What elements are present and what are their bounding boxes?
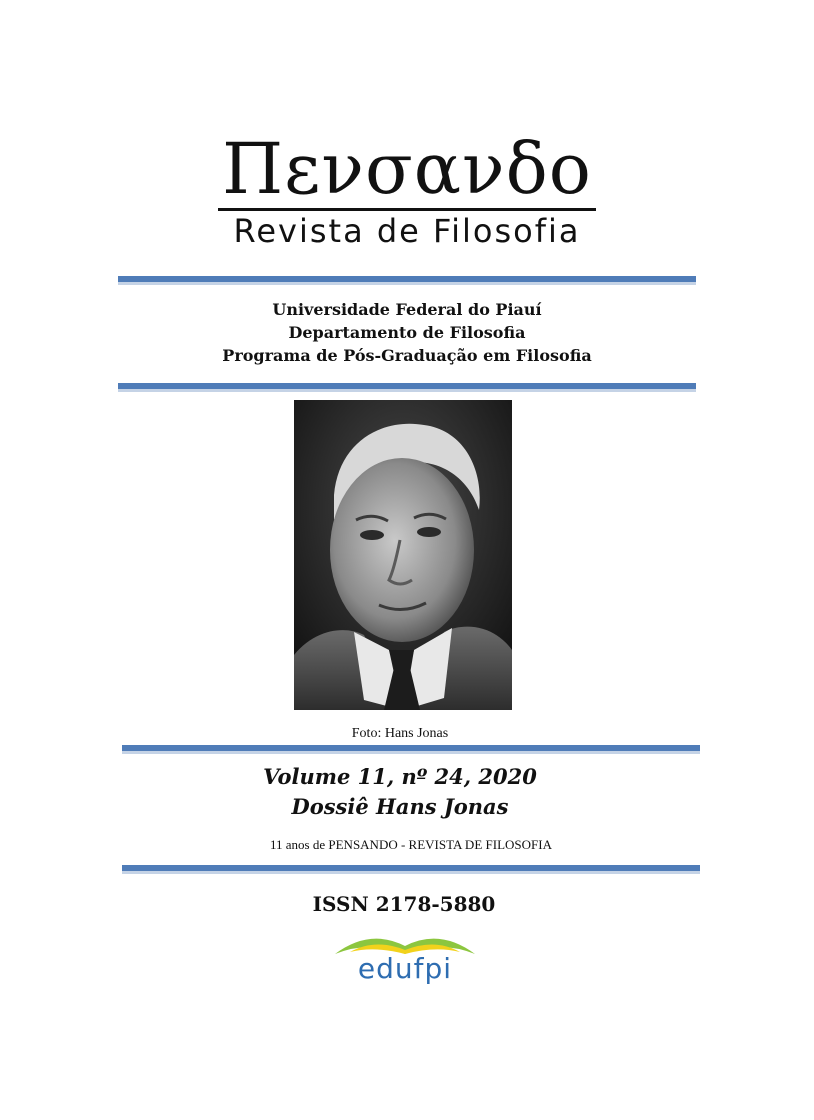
issn-number: ISSN 2178-5880 [312,892,496,916]
photo-caption: Foto: Hans Jonas [351,726,449,741]
issue-dossier: Dossiê Hans Jonas [291,794,509,819]
journal-title [0,128,814,211]
issue-volume: Volume 11, nº 24, 2020 [263,764,537,789]
divider-rule [118,276,696,285]
institution-line-department: Departamento de Filosofia [288,323,526,342]
institution-line-university: Universidade Federal do Piauí [272,300,542,319]
divider-rule [122,745,700,754]
institution-line-program: Programa de Pós-Graduação em Filosofia [222,346,592,365]
portrait-illustration [294,400,512,710]
portrait-photo [294,400,512,710]
publisher-logo-text: edufpi [357,952,453,985]
journal-subtitle: Revista de Filosofia [233,212,581,250]
divider-rule [118,383,696,392]
issue-anniversary: 11 anos de PENSANDO - REVISTA DE FILOSOFIA [270,837,552,852]
journal-title-text: Πενσανδο [218,132,596,211]
divider-rule [122,865,700,874]
